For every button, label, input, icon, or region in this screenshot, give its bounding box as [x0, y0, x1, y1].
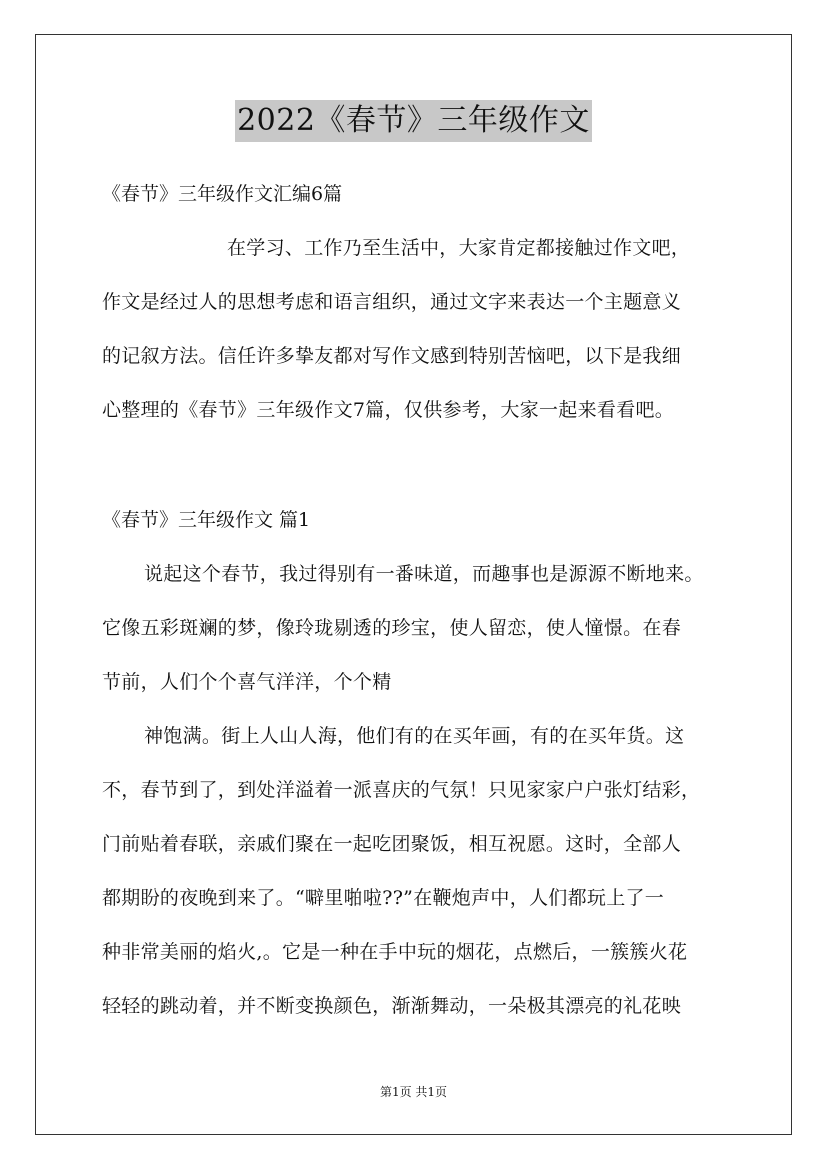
intro-line: 作文是经过人的思想考虑和语言组织，通过文字来表达一个主题意义	[102, 291, 682, 313]
document-title: 2022《春节》三年级作文	[235, 100, 592, 142]
section-heading: 《春节》三年级作文 篇1	[102, 509, 311, 531]
paragraph-line: 神饱满。街上人山人海，他们有的在买年画，有的在买年货。这	[144, 725, 685, 747]
document-subtitle: 《春节》三年级作文汇编6篇	[102, 183, 343, 205]
title-container	[0, 100, 827, 142]
intro-line: 的记叙方法。信任许多挚友都对写作文感到特别苦恼吧，以下是我细	[102, 345, 682, 367]
paragraph-line: 它像五彩斑斓的梦，像玲珑剔透的珍宝，使人留恋，使人憧憬。在春	[102, 617, 682, 639]
intro-line: 心整理的《春节》三年级作文7篇，仅供参考，大家一起来看看吧。	[102, 399, 675, 421]
intro-line: 在学习、工作乃至生活中，大家肯定都接触过作文吧，	[227, 237, 691, 259]
paragraph-line: 节前，人们个个喜气洋洋，个个精	[102, 671, 392, 693]
paragraph-line: 都期盼的夜晚到来了。“噼里啪啦??”在鞭炮声中，人们都玩上了一	[102, 887, 665, 909]
paragraph-line: 说起这个春节，我过得别有一番味道，而趣事也是源源不断地来。	[144, 563, 704, 585]
paragraph-line: 轻轻的跳动着，并不断变换颜色，渐渐舞动，一朵极其漂亮的礼花映	[102, 995, 682, 1017]
page-number-footer: 第1页 共1页	[379, 1085, 448, 1099]
paragraph-line: 不，春节到了，到处洋溢着一派喜庆的气氛！只见家家户户张灯结彩，	[102, 779, 701, 801]
paragraph-line: 门前贴着春联，亲戚们聚在一起吃团聚饭，相互祝愿。这时，全部人	[102, 833, 682, 855]
paragraph-line: 种非常美丽的焰火,。它是一种在手中玩的烟花，点燃后，一簇簇火花	[102, 941, 688, 963]
